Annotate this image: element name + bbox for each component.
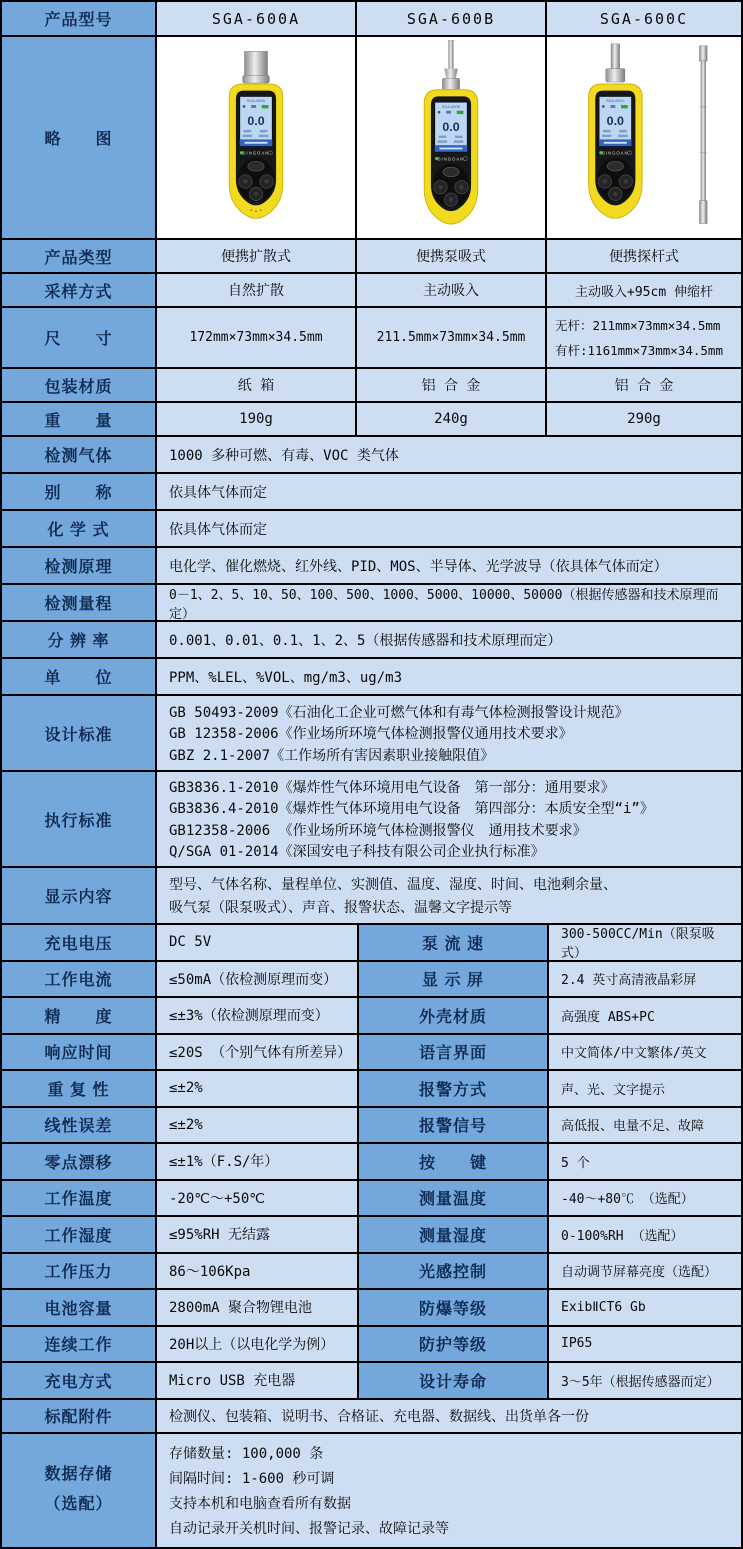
row-label: 检测原理 [2,548,157,583]
value-a: 便携扩散式 [157,240,357,272]
row-label: 检测量程 [2,585,157,620]
row-label: 包装材质 [2,369,157,401]
row-sampling-method [2,274,741,308]
value-a: 190g [157,403,357,435]
row-response-time-language [2,1035,741,1072]
row-charge-voltage-pump-flow [2,925,741,962]
row-value-left: DC 5V [157,925,359,960]
row-value-right: ExibⅡCT6 Gb [549,1290,741,1325]
value-c: 便携探杆式 [547,240,741,272]
row-label-left: 连续工作 [2,1327,157,1362]
row-label-right: 测量温度 [359,1181,549,1216]
row-zero-drift-buttons [2,1144,741,1181]
row-label: 检测气体 [2,437,157,472]
value-c [547,308,741,367]
row-label-left: 工作电流 [2,962,157,997]
row-value-right: -40～+80℃ （选配） [549,1181,741,1216]
row-product-model [2,2,741,37]
row-label-left: 重 复 性 [2,1071,157,1106]
menu-button [607,161,623,171]
row-label: 设计标准 [2,696,157,770]
row-value [157,868,629,923]
screen-reading: 0.0 [606,113,624,128]
row-value [157,1434,461,1547]
row-linearity-alarm-signal [2,1108,741,1145]
telescopic-rod [699,45,707,223]
row-label-right: 测量湿度 [359,1217,549,1252]
row-value-left: ≤±3%（依检测原理而变） [157,998,359,1033]
row-alias [2,474,741,511]
row-label: 显示内容 [2,868,157,923]
row-label-left: 精 度 [2,998,157,1033]
row-label-right: 设计寿命 [359,1363,549,1398]
row-label: 执行标准 [2,772,157,866]
storage-label-line2: （选配） [44,1496,113,1513]
row-value-right: 声、光、文字提示 [549,1071,741,1106]
row-label-left: 工作温度 [2,1181,157,1216]
row-value-right: 自动调节屏幕亮度（选配） [549,1254,741,1289]
value-c: 铝 合 金 [547,369,741,401]
storage-line: 间隔时间: 1-600 秒可调 [169,1470,335,1487]
screen-reading: 0.0 [442,119,460,134]
row-dimensions [2,308,741,369]
gas-detector-diffusion-illustration [196,40,316,236]
row-label-right: 防护等级 [359,1327,549,1362]
display-line: 型号、气体名称、量程单位、实测值、温度、湿度、时间、电池剩余量、 [169,877,617,894]
row-value: PPM、%LEL、%VOL、mg/m3、ug/m3 [157,659,741,694]
row-charging-method-design-life [2,1363,741,1400]
sensor-cap [245,51,268,76]
model-c-name: SGA-600C [547,2,741,35]
row-label-right: 报警方式 [359,1071,549,1106]
row-label-left: 工作压力 [2,1254,157,1289]
value-b: 主动吸入 [357,274,547,306]
row-continuous-work-protection [2,1327,741,1364]
row-label-left: 充电方式 [2,1363,157,1398]
standard-line: GB 50493-2009《石油化工企业可燃气体和有毒气体检测报警设计规范》 [169,704,629,721]
row-label-right: 语言界面 [359,1035,549,1070]
row-value: 0.001、0.01、0.1、1、2、5（根据传感器和技术原理而定） [157,622,741,657]
row-accuracy-shell-material [2,998,741,1035]
row-label-left: 线性误差 [2,1108,157,1143]
row-value-left: -20℃～+50℃ [157,1181,359,1216]
row-value-right: 2.4 英寸高清液晶彩屏 [549,962,741,997]
row-value-left: Micro USB 充电器 [157,1363,359,1398]
gas-detector-pump-illustration [391,40,511,236]
row-label-left: 响应时间 [2,1035,157,1070]
row-label-left: 充电电压 [2,925,157,960]
value-a: 纸 箱 [157,369,357,401]
storage-line: 支持本机和电脑查看所有数据 [169,1495,351,1512]
standard-line: GB3836.4-2010《爆炸性气体环境用电气设备 第四部分：本质安全型“i”》 [169,801,654,818]
row-value-right: 中文简体/中文繁体/英文 [549,1035,741,1070]
row-detection-principle [2,548,741,585]
row-value-left: ≤95%RH 无结露 [157,1217,359,1252]
value-c: 290g [547,403,741,435]
row-label-right: 泵 流 速 [359,925,549,960]
brand-text: SINGOAN [602,150,629,156]
row-label: 分 辨 率 [2,622,157,657]
row-units [2,659,741,696]
storage-line: 自动记录开关机时间、报警记录、故障记录等 [169,1520,449,1537]
row-label: 标配附件 [2,1400,157,1432]
row-working-temp-measure-temp [2,1181,741,1218]
standard-line: GB 12358-2006《作业场所环境气体检测报警仪通用技术要求》 [169,726,573,742]
row-working-pressure-light-sensor [2,1254,741,1291]
row-value-right: 高强度 ABS+PC [549,998,741,1033]
probe-rod [611,43,620,68]
row-value-right: 3～5年（根据传感器而定） [549,1363,741,1398]
device-image-sga-600c [547,37,741,238]
row-value-right: IP65 [549,1327,741,1362]
gas-detector-probe-rod-illustration [560,40,728,236]
dimension-with-rod: 有杆:1161mm×73mm×34.5mm [555,342,723,358]
model-b-name: SGA-600B [357,2,547,35]
row-battery-explosion-proof [2,1290,741,1327]
row-value-right: 300-500CC/Min（限泵吸式） [549,925,741,960]
row-detected-gases [2,437,741,474]
row-detection-range [2,585,741,622]
probe-rod [449,40,454,69]
standard-line: GB3836.1-2010《爆炸性气体环境用电气设备 第一部分：通用要求》 [169,780,615,797]
standard-line: Q/SGA 01-2014《深国安电子科技有限公司企业执行标准》 [169,843,545,860]
display-line: 吸气泵（限泵吸式）、声音、报警状态、温馨文字提示等 [169,899,512,916]
row-value-left: 20H以上（以电化学为例） [157,1327,359,1362]
row-value [157,696,641,770]
value-b: 211.5mm×73mm×34.5mm [357,308,547,367]
standard-line: GB12358-2006 《作业场所环境气体检测报警仪 通用技术要求》 [169,822,587,839]
row-value-left: 2800mA 聚合物锂电池 [157,1290,359,1325]
row-sketch [2,37,741,240]
row-repeatability-alarm-mode [2,1071,741,1108]
screen-reading: 0.0 [247,113,265,128]
battery-icon [262,105,269,108]
row-value [157,772,666,866]
value-b: 240g [357,403,547,435]
row-label: 化 学 式 [2,511,157,546]
row-chemical-formula [2,511,741,548]
row-value-right: 0-100%RH （选配） [549,1217,741,1252]
menu-button [443,167,459,177]
sketch-label: 略 图 [2,37,157,238]
row-label-right: 外壳材质 [359,998,549,1033]
brand-text: SINGOAN [437,155,465,161]
row-value-left: ≤20S （个别气体有所差异） [157,1035,359,1070]
row-value-left: ≤50mA（依检测原理而变） [157,962,359,997]
row-value-left: 86～106Kpa [157,1254,359,1289]
dimension-without-rod: 无杆：211mm×73mm×34.5mm [555,318,721,334]
row-value: 依具体气体而定 [157,511,741,546]
row-packaging [2,369,741,403]
row-label-right: 报警信号 [359,1108,549,1143]
row-label: 别 称 [2,474,157,509]
value-c: 主动吸入+95cm 伸缩杆 [547,274,741,306]
row-value: 依具体气体而定 [157,474,741,509]
value-b: 铝 合 金 [357,369,547,401]
value-a: 172mm×73mm×34.5mm [157,308,357,367]
row-value-left: ≤±2% [157,1071,359,1106]
row-working-humidity-measure-humidity [2,1217,741,1254]
product-model-label: 产品型号 [2,2,157,35]
row-product-type [2,240,741,274]
device-image-sga-600a [157,37,357,238]
menu-button [248,161,264,171]
battery-icon [457,110,464,113]
row-weight [2,403,741,437]
row-label: 采样方式 [2,274,157,306]
row-label: 重 量 [2,403,157,435]
row-value-right: 5 个 [549,1144,741,1179]
row-value-left: ≤±2% [157,1108,359,1143]
value-a: 自然扩散 [157,274,357,306]
row-label: 产品类型 [2,240,157,272]
brand-text: SINGOAN [242,150,270,156]
screen-model-text: SGA-600B [441,104,461,109]
row-label: 单 位 [2,659,157,694]
row-execution-standards [2,772,741,868]
screen-model-text: SGA-600A [246,98,266,103]
row-label-right: 防爆等级 [359,1290,549,1325]
storage-label-line1: 数据存储 [44,1465,113,1483]
row-resolution [2,622,741,659]
row-standard-accessories [2,1400,741,1434]
row-value-right: 高低报、电量不足、故障 [549,1108,741,1143]
row-value: 0－1、2、5、10、50、100、500、1000、5000、10000、50000（根据传感器和技术原理而定） [157,585,741,620]
screen-model-text: SGA-600C [606,98,625,103]
storage-line: 存储数量: 100,000 条 [169,1445,324,1462]
battery-icon [621,105,628,108]
row-label-left: 零点漂移 [2,1144,157,1179]
row-label-right: 光感控制 [359,1254,549,1289]
row-value: 电化学、催化燃烧、红外线、PID、MOS、半导体、光学波导（依具体气体而定） [157,548,741,583]
row-label: 尺 寸 [2,308,157,367]
row-value: 1000 多种可燃、有毒、VOC 类气体 [157,437,741,472]
row-label-right: 显 示 屏 [359,962,549,997]
row-display-content [2,868,741,925]
row-label-right: 按 键 [359,1144,549,1179]
row-label-left: 电池容量 [2,1290,157,1325]
value-b: 便携泵吸式 [357,240,547,272]
row-label [2,1434,157,1547]
standard-line: GBZ 2.1-2007《工作场所有害因素职业接触限值》 [169,747,495,764]
row-working-current-display [2,962,741,999]
row-value: 检测仪、包装箱、说明书、合格证、充电器、数据线、出货单各一份 [157,1400,741,1432]
device-image-sga-600b [357,37,547,238]
model-a-name: SGA-600A [157,2,357,35]
row-value-left: ≤±1%（F.S/年） [157,1144,359,1179]
row-data-storage [2,1434,741,1547]
row-design-standards [2,696,741,772]
row-label-left: 工作湿度 [2,1217,157,1252]
